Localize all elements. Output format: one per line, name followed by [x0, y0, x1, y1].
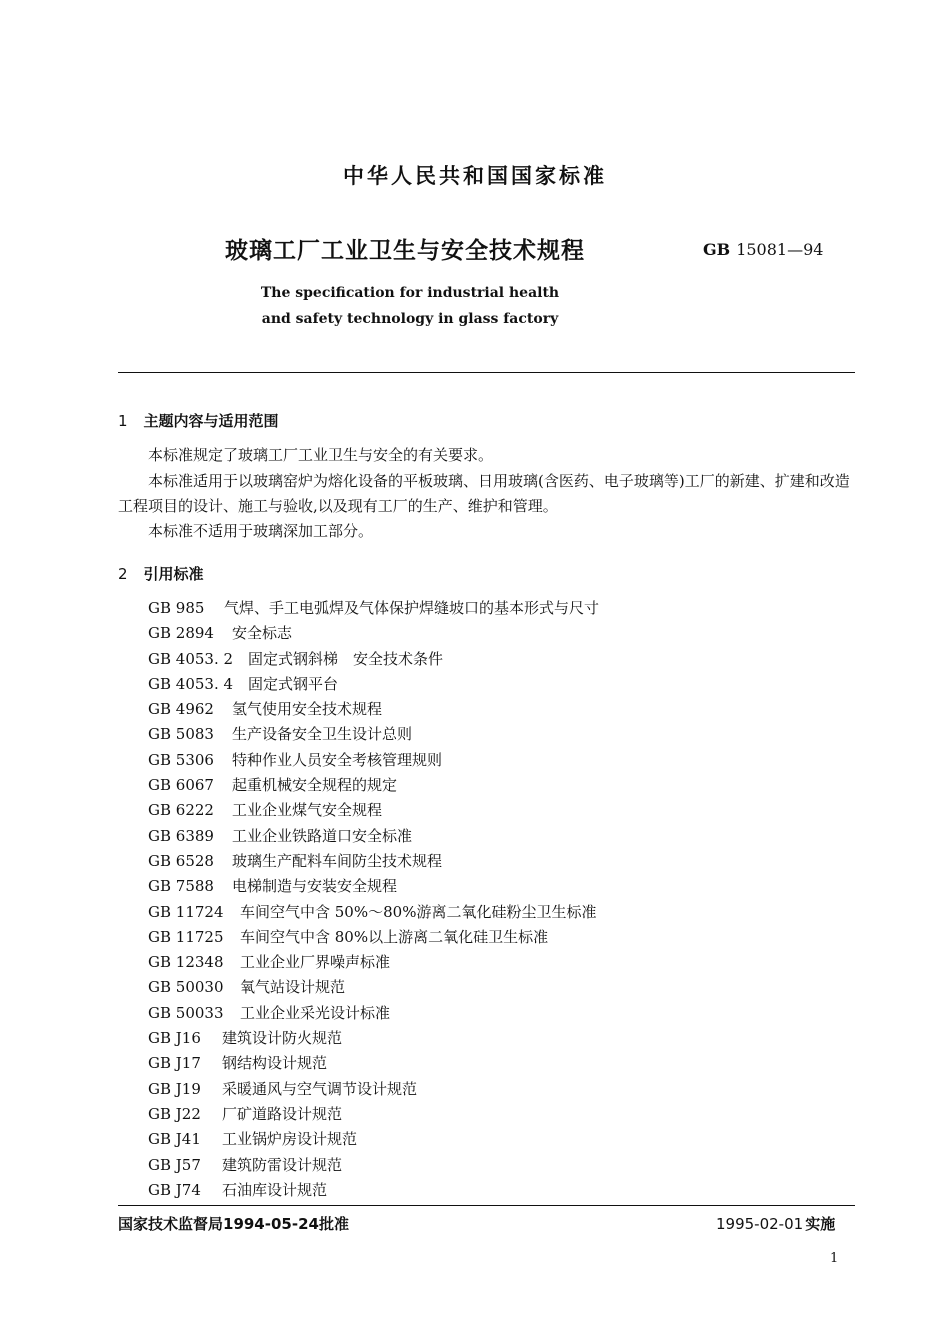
reference-item — [148, 672, 599, 697]
document-title-en-line1: The specification for industrial health — [260, 285, 560, 301]
reference-name: 电梯制造与安装安全规程 — [232, 877, 398, 896]
reference-name: 厂矿道路设计规范 — [222, 1104, 343, 1123]
reference-code: GB 4962 — [148, 700, 214, 719]
approval-statement: 国家技术监督局1994-05-24批准 — [118, 1215, 349, 1233]
reference-name: 工业企业采光设计标准 — [240, 1003, 391, 1022]
reference-item — [148, 748, 599, 773]
standard-code — [703, 240, 823, 259]
effective-label: 实施 — [805, 1215, 836, 1233]
reference-name: 生产设备安全卫生设计总则 — [232, 725, 413, 744]
reference-item — [148, 1051, 599, 1076]
reference-code: GB 5306 — [148, 750, 214, 769]
section-1-paragraph: 本标准不适用于玻璃深加工部分。 — [148, 522, 374, 540]
reference-code: GB 6222 — [148, 801, 214, 820]
reference-item — [148, 798, 599, 823]
reference-item — [148, 849, 599, 874]
reference-name: 玻璃生产配料车间防尘技术规程 — [232, 851, 443, 870]
reference-code: GB 50033 — [148, 1003, 224, 1022]
reference-name: 起重机械安全规程的规定 — [232, 776, 398, 795]
reference-name: 车间空气中含 50%～80%游离二氧化硅粉尘卫生标准 — [240, 902, 597, 921]
effective-date-statement — [716, 1213, 835, 1234]
reference-name: 气焊、手工电弧焊及气体保护焊缝坡口的基本形式与尺寸 — [224, 599, 600, 617]
reference-code: GB J74 — [148, 1180, 201, 1199]
reference-item — [148, 1102, 599, 1127]
reference-item — [148, 900, 599, 925]
section-1-paragraph: 本标准适用于以玻璃窑炉为熔化设备的平板玻璃、日用玻璃(含医药、电子玻璃等)工厂的新建、扩建和改造工程项目的设计、施工与验收,以及现有工厂的生产、维护和管理。 — [118, 472, 850, 515]
reference-item — [148, 596, 599, 621]
reference-name: 氢气使用安全技术规程 — [232, 700, 383, 719]
reference-item — [148, 950, 599, 975]
reference-item — [148, 1178, 599, 1203]
section-2-heading — [118, 563, 204, 584]
reference-code: GB 12348 — [148, 953, 224, 972]
reference-code: GB 7588 — [148, 877, 214, 896]
reference-name: 氧气站设计规范 — [240, 978, 346, 997]
reference-item — [148, 1153, 599, 1178]
referenced-standards-list — [148, 596, 599, 1203]
reference-name: 石油库设计规范 — [222, 1180, 328, 1199]
reference-name: 固定式钢平台 — [248, 674, 339, 693]
reference-item — [148, 874, 599, 899]
reference-name: 工业企业厂界噪声标准 — [240, 953, 391, 972]
standard-code-prefix: GB — [703, 240, 731, 259]
reference-code: GB 11725 — [148, 927, 224, 946]
reference-item — [148, 697, 599, 722]
reference-name: 特种作业人员安全考核管理规则 — [232, 750, 443, 769]
header-divider — [118, 372, 855, 373]
reference-item — [148, 975, 599, 1000]
reference-code: GB 6389 — [148, 826, 214, 845]
reference-name: 工业企业铁路道口安全标准 — [232, 826, 413, 845]
section-1-heading — [118, 410, 279, 431]
reference-name: 固定式钢斜梯 安全技术条件 — [248, 649, 444, 668]
reference-item — [148, 925, 599, 950]
standard-code-number: 15081—94 — [736, 240, 824, 259]
reference-name: 建筑设计防火规范 — [222, 1029, 343, 1048]
reference-code: GB 11724 — [148, 902, 224, 921]
reference-item — [148, 1026, 599, 1051]
section-2-title: 引用标准 — [143, 565, 204, 583]
reference-code: GB J57 — [148, 1155, 201, 1174]
reference-code: GB J16 — [148, 1029, 201, 1048]
reference-item — [148, 1001, 599, 1026]
reference-item — [148, 773, 599, 798]
section-2-number: 2 — [118, 565, 128, 583]
page-number: 1 — [830, 1251, 839, 1266]
reference-item — [148, 647, 599, 672]
reference-item — [148, 1077, 599, 1102]
effective-date: 1995-02-01 — [716, 1215, 804, 1233]
reference-item — [148, 621, 599, 646]
reference-code: GB 2894 — [148, 624, 214, 643]
reference-name: 车间空气中含 80%以上游离二氧化硅卫生标准 — [240, 927, 549, 946]
reference-name: 工业锅炉房设计规范 — [222, 1130, 358, 1149]
reference-code: GB J41 — [148, 1130, 201, 1149]
reference-code: GB 5083 — [148, 725, 214, 744]
section-1-number: 1 — [118, 412, 128, 430]
reference-name: 采暖通风与空气调节设计规范 — [222, 1079, 418, 1098]
reference-name: 安全标志 — [232, 624, 293, 643]
footer-divider — [118, 1205, 855, 1206]
reference-code: GB J17 — [148, 1054, 201, 1073]
document-title-cn: 玻璃工厂工业卫生与安全技术规程 — [225, 238, 585, 264]
section-1-title: 主题内容与适用范围 — [143, 412, 279, 430]
reference-name: 钢结构设计规范 — [222, 1054, 328, 1073]
reference-item — [148, 824, 599, 849]
reference-code: GB 4053. 4 — [148, 674, 234, 693]
reference-code: GB 50030 — [148, 978, 224, 997]
reference-item — [148, 722, 599, 747]
reference-code: GB 6067 — [148, 776, 214, 795]
reference-code: GB 985 — [148, 599, 205, 617]
reference-item — [148, 1127, 599, 1152]
reference-code: GB 4053. 2 — [148, 649, 234, 668]
document-title-en-line2: and safety technology in glass factory — [261, 311, 559, 327]
reference-code: GB J22 — [148, 1104, 201, 1123]
reference-code: GB J19 — [148, 1079, 201, 1098]
reference-name: 工业企业煤气安全规程 — [232, 801, 383, 820]
reference-name: 建筑防雷设计规范 — [222, 1155, 343, 1174]
section-1-paragraph: 本标准规定了玻璃工厂工业卫生与安全的有关要求。 — [148, 446, 494, 464]
national-standard-heading: 中华人民共和国国家标准 — [343, 164, 607, 188]
reference-code: GB 6528 — [148, 851, 214, 870]
